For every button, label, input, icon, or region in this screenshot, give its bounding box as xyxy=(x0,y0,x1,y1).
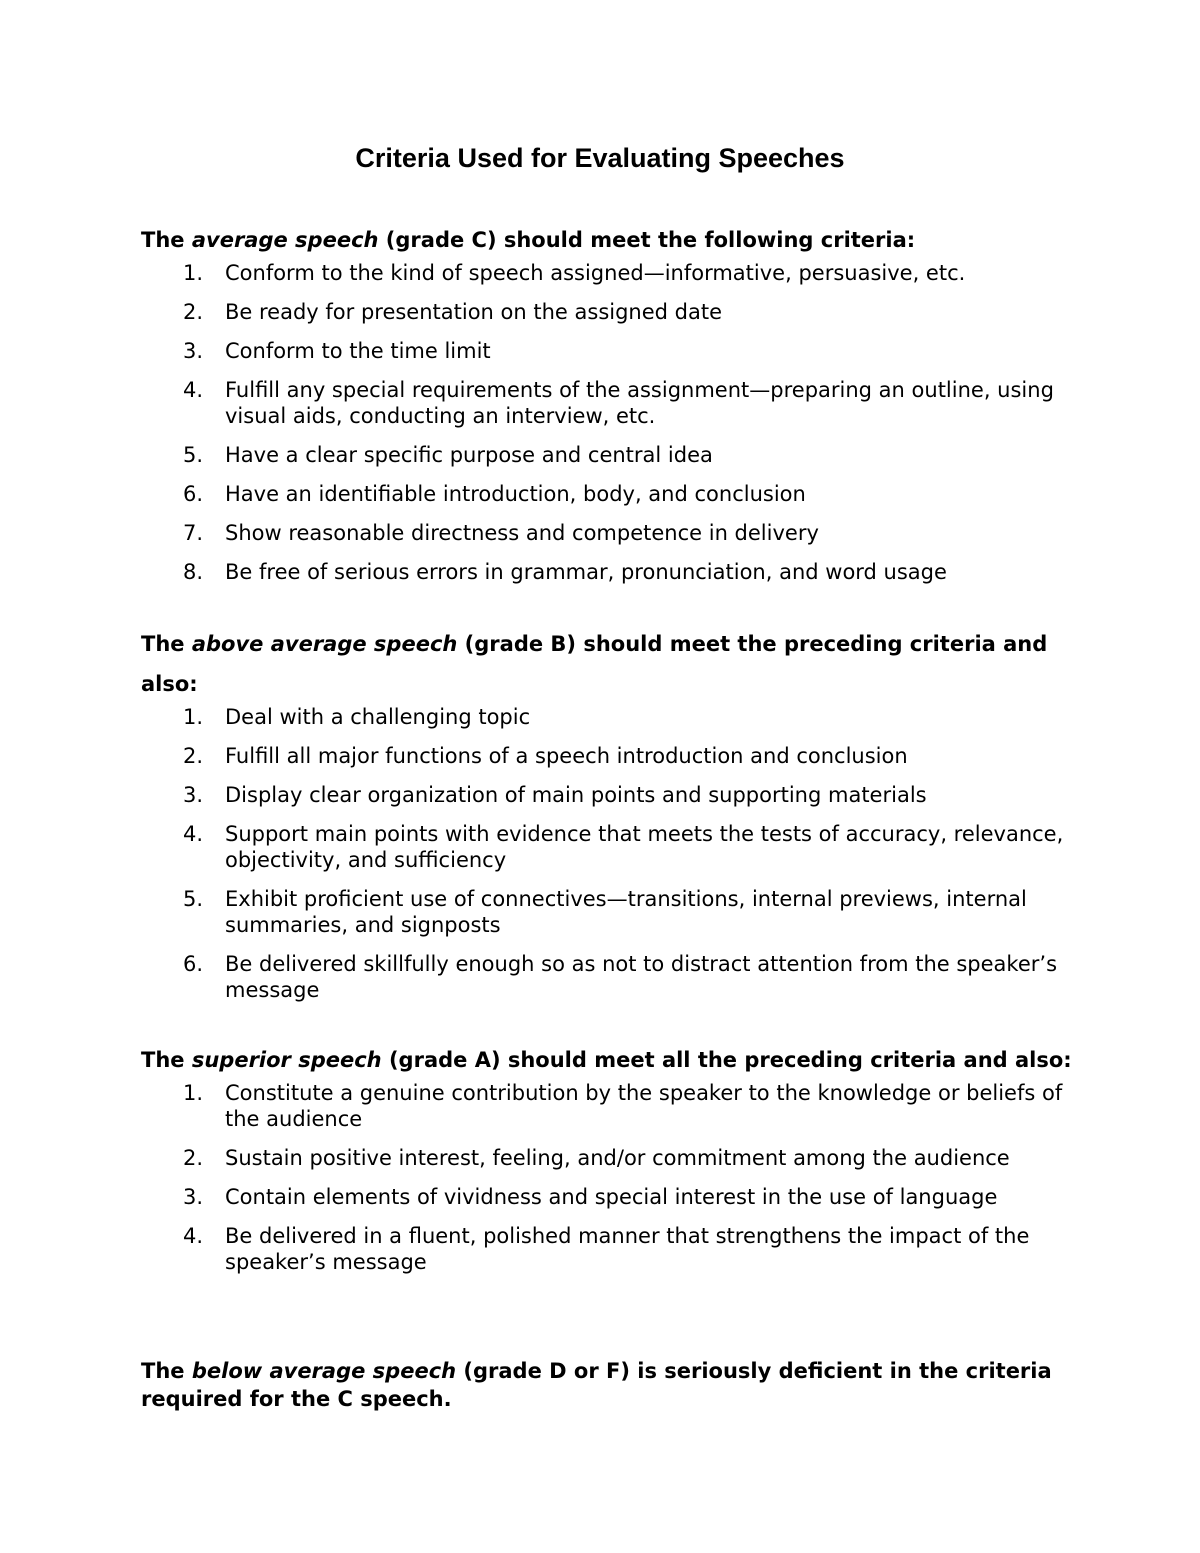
item-number: 1. xyxy=(183,261,204,285)
item-number: 7. xyxy=(183,521,204,545)
item-text: Exhibit proficient use of connectives—transitions, internal previews, internal summaries, and signposts xyxy=(225,887,1027,937)
list-item xyxy=(141,559,1081,585)
list-item xyxy=(141,951,1081,1003)
heading-emphasis: below average speech xyxy=(191,1359,457,1383)
list-item xyxy=(141,260,1081,286)
section-grade-c xyxy=(141,220,1081,598)
page-title: Criteria Used for Evaluating Speeches xyxy=(355,143,845,173)
section-heading xyxy=(141,1040,1081,1080)
item-number: 6. xyxy=(183,952,204,976)
item-text: Be delivered skillfully enough so as not to distract attention from the speaker’s message xyxy=(225,952,1058,1002)
list-item xyxy=(141,782,1081,808)
item-text: Display clear organization of main points and supporting materials xyxy=(225,783,927,807)
list-item xyxy=(141,520,1081,546)
heading-prefix: The xyxy=(141,1359,192,1383)
item-text: Have a clear specific purpose and central idea xyxy=(225,443,713,467)
item-number: 5. xyxy=(183,887,204,911)
item-text: Conform to the kind of speech assigned—informative, persuasive, etc. xyxy=(225,261,966,285)
heading-emphasis: average speech xyxy=(191,228,379,252)
item-text: Show reasonable directness and competence in delivery xyxy=(225,521,819,545)
section-heading xyxy=(141,624,1081,704)
item-text: Support main points with evidence that meets the tests of accuracy, relevance, objectivity, and sufficiency xyxy=(225,822,1064,872)
item-number: 8. xyxy=(183,560,204,584)
item-text: Be free of serious errors in grammar, pronunciation, and word usage xyxy=(225,560,947,584)
list-item xyxy=(141,704,1081,730)
list-item xyxy=(141,743,1081,769)
criteria-list xyxy=(141,1080,1081,1275)
section-grade-b xyxy=(141,624,1081,1016)
item-number: 2. xyxy=(183,744,204,768)
section-grade-d-f xyxy=(141,1357,1081,1413)
heading-emphasis: superior speech xyxy=(191,1048,382,1072)
item-number: 1. xyxy=(183,1081,204,1105)
heading-prefix: The xyxy=(141,228,192,252)
item-number: 6. xyxy=(183,482,204,506)
item-number: 3. xyxy=(183,1185,204,1209)
heading-suffix: (grade C) should meet the following criteria: xyxy=(378,228,916,252)
item-number: 4. xyxy=(183,378,204,402)
section-grade-a xyxy=(141,1040,1081,1288)
heading-emphasis: above average speech xyxy=(191,632,458,656)
item-number: 1. xyxy=(183,705,204,729)
heading-suffix: (grade D or F) is seriously deficient in the criteria required for the C speech. xyxy=(141,1359,1052,1411)
list-item xyxy=(141,886,1081,938)
item-number: 3. xyxy=(183,783,204,807)
list-item xyxy=(141,821,1081,873)
list-item xyxy=(141,338,1081,364)
item-number: 2. xyxy=(183,300,204,324)
list-item xyxy=(141,481,1081,507)
list-item xyxy=(141,1223,1081,1275)
list-item xyxy=(141,377,1081,429)
item-number: 5. xyxy=(183,443,204,467)
list-item xyxy=(141,1080,1081,1132)
item-number: 3. xyxy=(183,339,204,363)
item-text: Fulfill all major functions of a speech introduction and conclusion xyxy=(225,744,908,768)
list-item xyxy=(141,1145,1081,1171)
item-text: Fulfill any special requirements of the assignment—preparing an outline, using visual aids, conducting an interview, etc. xyxy=(225,378,1054,428)
item-text: Deal with a challenging topic xyxy=(225,705,531,729)
item-text: Contain elements of vividness and special interest in the use of language xyxy=(225,1185,998,1209)
item-text: Have an identifiable introduction, body, and conclusion xyxy=(225,482,806,506)
heading-suffix: (grade A) should meet all the preceding criteria and also: xyxy=(381,1048,1072,1072)
heading-prefix: The xyxy=(141,632,192,656)
item-text: Sustain positive interest, feeling, and/or commitment among the audience xyxy=(225,1146,1010,1170)
list-item xyxy=(141,1184,1081,1210)
section-heading xyxy=(141,1357,1081,1413)
item-text: Be delivered in a fluent, polished manner that strengthens the impact of the speaker’s message xyxy=(225,1224,1030,1274)
item-text: Conform to the time limit xyxy=(225,339,491,363)
heading-suffix: (grade B) should meet the preceding criteria and also: xyxy=(141,632,1048,696)
section-heading xyxy=(141,220,1081,260)
list-item xyxy=(141,299,1081,325)
item-text: Constitute a genuine contribution by the speaker to the knowledge or beliefs of the audience xyxy=(225,1081,1063,1131)
list-item xyxy=(141,442,1081,468)
item-text: Be ready for presentation on the assigned date xyxy=(225,300,723,324)
item-number: 4. xyxy=(183,822,204,846)
item-number: 2. xyxy=(183,1146,204,1170)
heading-prefix: The xyxy=(141,1048,192,1072)
criteria-list xyxy=(141,704,1081,1003)
item-number: 4. xyxy=(183,1224,204,1248)
criteria-list xyxy=(141,260,1081,585)
